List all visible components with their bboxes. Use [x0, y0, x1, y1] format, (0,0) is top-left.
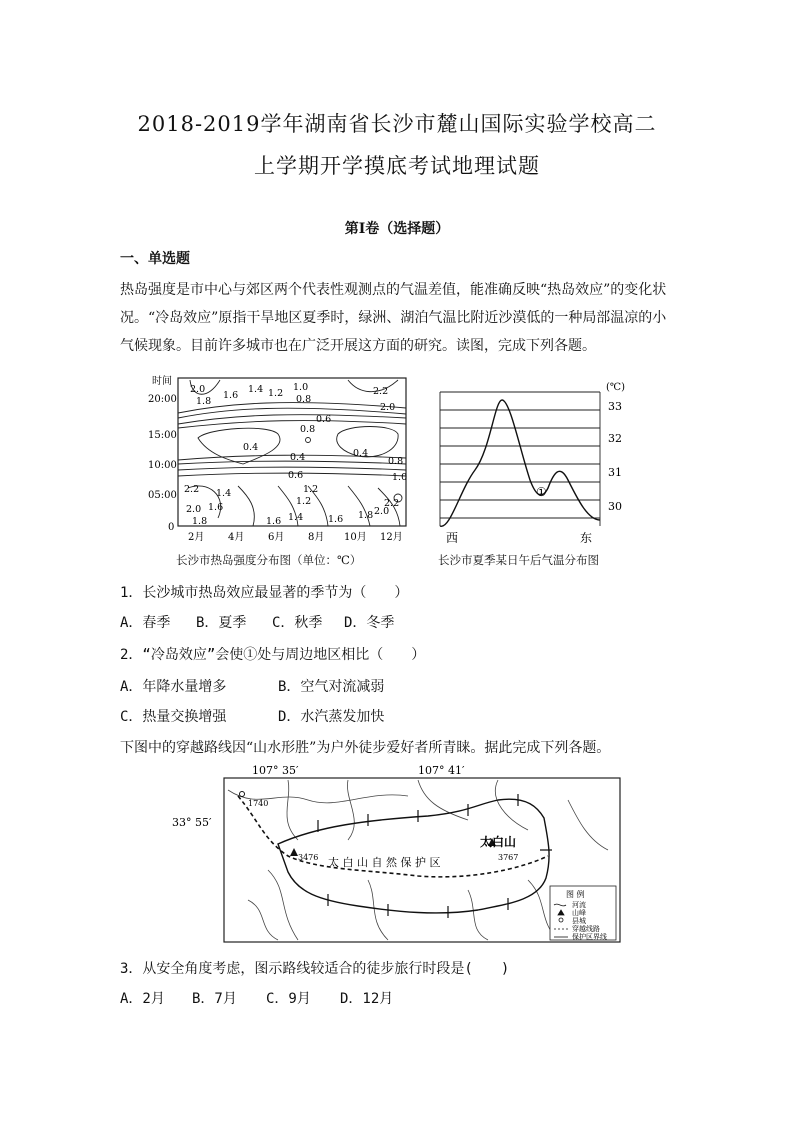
figure-2-caption: 长沙市夏季某日午后气温分布图 — [438, 553, 599, 567]
contour-label: 0.4 — [243, 442, 259, 453]
legend-item: 县城 — [572, 917, 586, 925]
elevation-label: 3476 — [298, 853, 319, 862]
option-b: B．夏季 — [196, 615, 247, 631]
y-axis-title: 时间 — [152, 376, 172, 387]
y-tick: 0 — [168, 522, 175, 533]
contour-label: 0.8 — [300, 424, 316, 435]
contour-label: 2.0 — [380, 402, 396, 413]
peak-label: 太白山 — [480, 835, 517, 849]
contour-label: 0.8 — [296, 394, 312, 405]
y-tick: 20:00 — [148, 394, 177, 405]
page-title-line-1: 2018-2019学年湖南省长沙市麓山国际实验学校高二 — [137, 112, 657, 136]
latitude-label: 33° 55′ — [172, 816, 212, 829]
contour-label: 0.4 — [290, 452, 306, 463]
east-label: 东 — [580, 531, 593, 545]
contour-label: 0.6 — [288, 470, 304, 481]
y-tick: 32 — [608, 432, 622, 445]
y-tick: 30 — [608, 500, 622, 513]
unit-label: (℃) — [606, 382, 625, 393]
y-tick: 15:00 — [148, 430, 177, 441]
option-c: C．秋季 — [272, 615, 323, 631]
question-2-stem: 2．“冷岛效应”会使①处与周边地区相比（ ） — [120, 647, 426, 663]
y-tick: 05:00 — [148, 490, 177, 501]
intro-line: 气候现象。目前许多城市也在广泛开展这方面的研究。读图，完成下列各题。 — [120, 338, 596, 354]
longitude-label: 107° 35′ — [252, 764, 299, 777]
option-b: B．空气对流减弱 — [278, 679, 385, 695]
contour-label: 1.8 — [192, 516, 208, 527]
contour-label: 1.4 — [216, 488, 232, 499]
option-c: C．9月 — [266, 991, 311, 1007]
x-tick: 12月 — [380, 532, 403, 543]
contour-label: 1.4 — [248, 384, 264, 395]
y-tick: 33 — [608, 400, 622, 413]
y-tick: 31 — [608, 466, 622, 479]
intro-line: 热岛强度是市中心与郊区两个代表性观测点的气温差值，能准确反映“热岛效应”的变化状 — [120, 282, 667, 298]
contour-label: 1.0 — [392, 472, 408, 483]
option-d: D．水汽蒸发加快 — [278, 709, 385, 725]
option-c: C．热量交换增强 — [120, 709, 227, 725]
x-tick: 10月 — [344, 532, 367, 543]
contour-label: 1.8 — [196, 396, 212, 407]
figure-1-caption: 长沙市热岛强度分布图（单位：℃） — [176, 553, 362, 567]
intro-line: 况。“冷岛效应”原指干旱地区夏季时，绿洲、湖泊气温比附近沙漠低的一种局部温凉的小 — [120, 310, 667, 326]
elevation-label: 1740 — [248, 799, 269, 808]
x-tick: 8月 — [308, 532, 325, 543]
legend-item: 山峰 — [572, 909, 586, 917]
west-label: 西 — [446, 531, 459, 545]
contour-label: 1.6 — [208, 502, 224, 513]
option-b: B．7月 — [192, 991, 237, 1007]
option-d: D．冬季 — [344, 615, 395, 631]
intro-paragraph-1 — [120, 276, 680, 360]
temperature-profile-chart — [430, 380, 630, 550]
location-marker: ① — [536, 485, 547, 499]
contour-label: 2.2 — [184, 484, 200, 495]
contour-label: 0.4 — [353, 448, 369, 459]
y-tick: 10:00 — [148, 460, 177, 471]
legend-item: 穿越线路 — [572, 925, 600, 933]
section-title: 第I卷（选择题） — [344, 221, 450, 237]
contour-label: 0.8 — [388, 456, 404, 467]
contour-label: 2.0 — [374, 506, 390, 517]
option-d: D．12月 — [340, 991, 394, 1007]
legend-item: 河流 — [572, 901, 586, 909]
contour-label: 1.8 — [358, 510, 374, 521]
question-type-heading: 一、单选题 — [120, 251, 190, 267]
contour-label: 2.2 — [373, 386, 389, 397]
contour-label: 1.2 — [303, 484, 319, 495]
contour-label: 1.6 — [266, 516, 282, 527]
legend-title: 图 例 — [566, 890, 585, 899]
question-3-stem: 3．从安全角度考虑，图示路线较适合的徒步旅行时段是( ) — [120, 961, 510, 977]
heat-island-contour-chart — [148, 368, 418, 548]
legend-item: 保护区界线 — [572, 933, 607, 941]
x-tick: 4月 — [228, 532, 245, 543]
elevation-label: 3767 — [498, 853, 519, 862]
option-a: A．春季 — [120, 615, 171, 631]
contour-label: 0.6 — [316, 414, 332, 425]
contour-label: 2.0 — [190, 384, 206, 395]
contour-label: 2.0 — [186, 504, 202, 515]
longitude-label: 107° 41′ — [418, 764, 465, 777]
x-tick: 6月 — [268, 532, 285, 543]
intro-paragraph-2: 下图中的穿越路线因“山水形胜”为户外徒步爱好者所青睐。据此完成下列各题。 — [120, 740, 611, 756]
page-title-line-2: 上学期开学摸底考试地理试题 — [254, 154, 540, 178]
contour-label: 2.2 — [384, 498, 400, 509]
option-a: A．2月 — [120, 991, 165, 1007]
contour-label: 1.4 — [288, 512, 304, 523]
contour-label: 1.6 — [223, 390, 239, 401]
contour-label: 1.2 — [296, 496, 312, 507]
contour-label: 1.0 — [293, 382, 309, 393]
contour-label: 1.6 — [328, 514, 344, 525]
contour-label: 1.2 — [268, 388, 284, 399]
option-a: A．年降水量增多 — [120, 679, 227, 695]
x-tick: 2月 — [188, 532, 205, 543]
question-1-stem: 1．长沙城市热岛效应最显著的季节为（ ） — [120, 585, 409, 601]
reserve-label: 太 白 山 自 然 保 护 区 — [328, 856, 441, 869]
hiking-route-map — [168, 760, 628, 950]
